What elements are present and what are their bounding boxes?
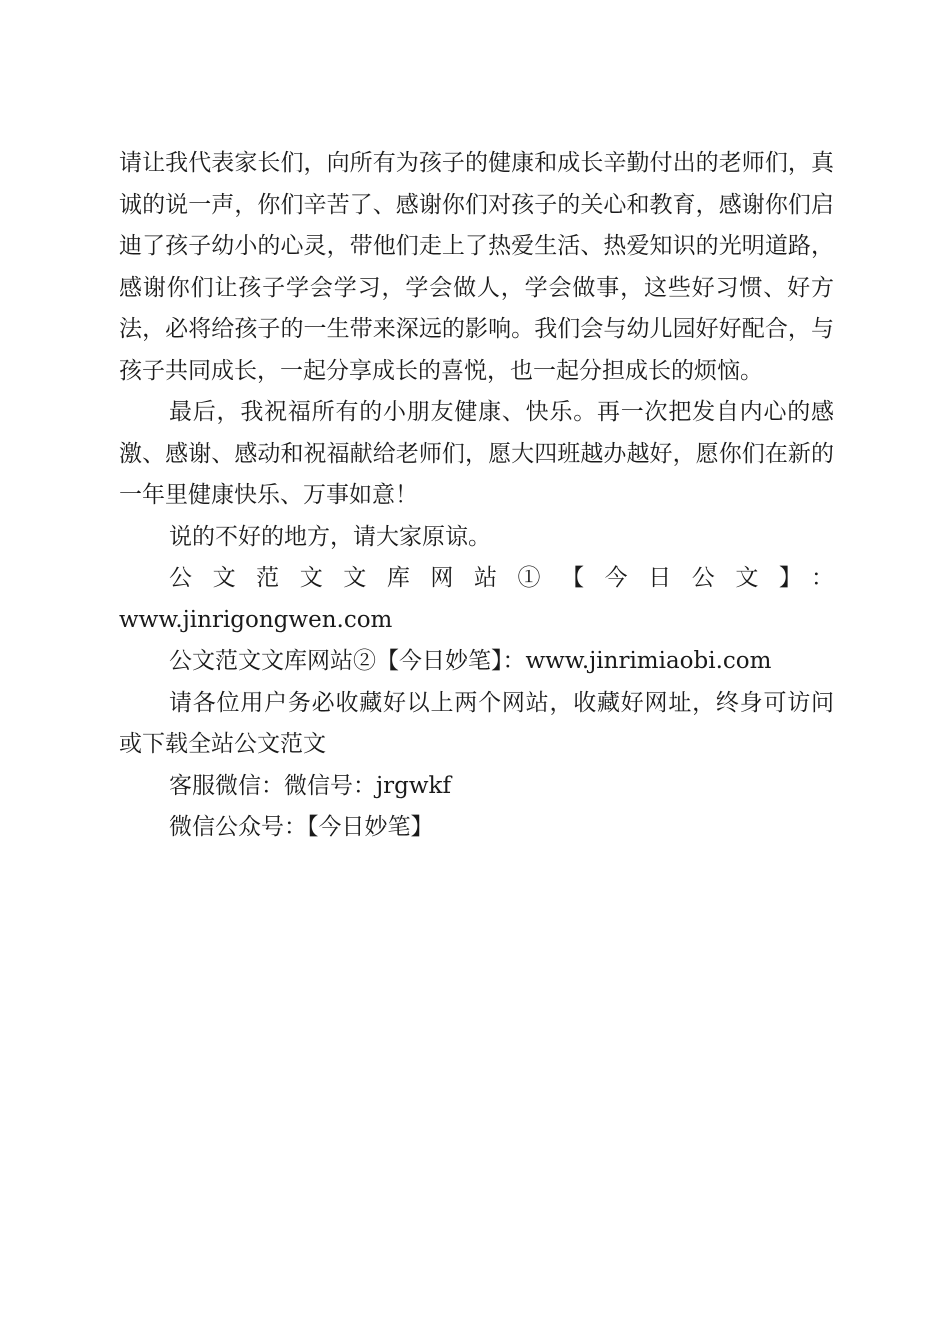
site1-url[interactable]: www.jinrigongwen.com — [119, 606, 393, 633]
service-wechat: 客服微信：微信号：jrgwkf — [169, 772, 451, 799]
site1-block — [119, 558, 834, 641]
official-account: 微信公众号：【今日妙笔】 — [169, 814, 434, 840]
paragraph-apology: 说的不好的地方，请大家原谅。 — [169, 523, 491, 550]
bookmark-notice: 请各位用户务必收藏好以上两个网站，收藏好网址，终身可访问或下载全站公文范文 — [119, 689, 834, 757]
site2-line: 公文范文文库网站②【今日妙笔】：www.jinrimiaobi.com — [169, 648, 772, 674]
document-body — [119, 143, 834, 849]
site1-label: 公文范文文库网站①【今日公文】： — [169, 565, 834, 591]
paragraph-thanks: 请让我代表家长们，向所有为孩子的健康和成长辛勤付出的老师们，真诚的说一声，你们辛苦了、感谢你们对孩子的关心和教育，感谢你们启迪了孩子幼小的心灵，带他们走上了热爱生活、热爱知识的光明道路，感谢你们让孩子学会学习，学会做人，学会做事，这些好习惯、好方法，必将给孩子的一生带来深远的影响。我们会与幼儿园好好配合，与孩子共同成长，一起分享成长的喜悦，也一起分担成长的烦恼。 — [119, 150, 834, 384]
paragraph-blessing: 最后，我祝福所有的小朋友健康、快乐。再一次把发自内心的感激、感谢、感动和祝福献给老师们，愿大四班越办越好，愿你们在新的一年里健康快乐、万事如意！ — [119, 399, 834, 508]
